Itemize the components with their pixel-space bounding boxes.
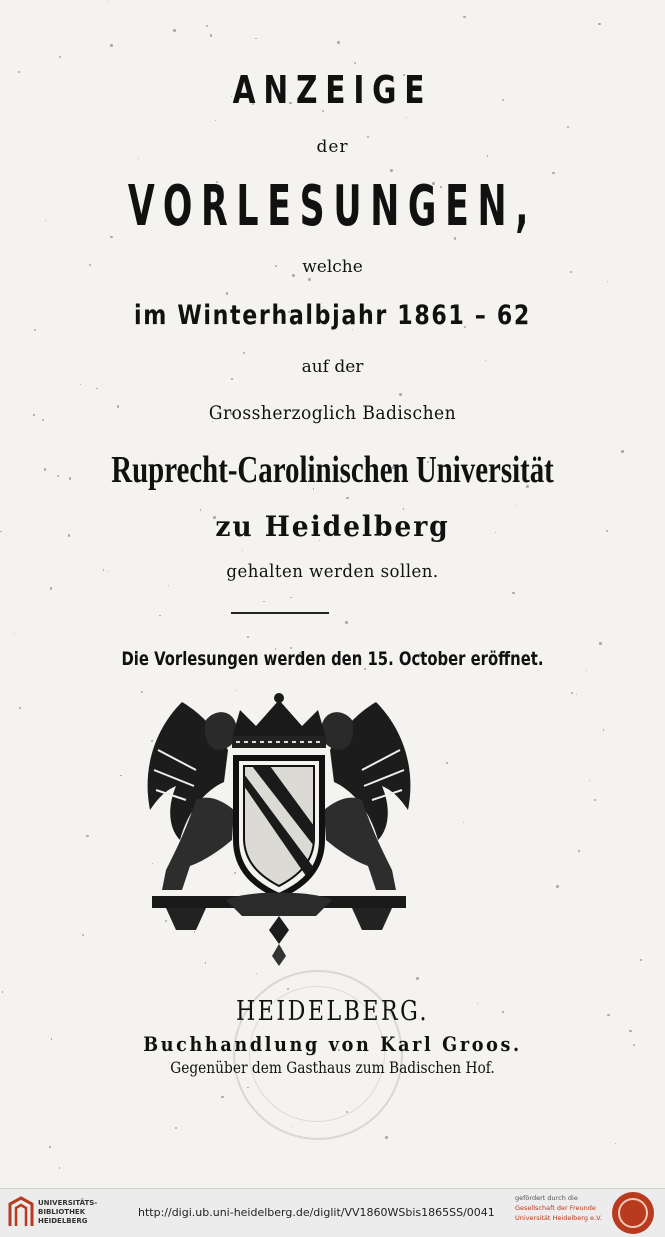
paper-speck [515, 505, 516, 506]
paper-speck [263, 601, 265, 603]
funded-by-text: gefördert durch die [515, 1194, 578, 1202]
text-der: der [316, 137, 349, 157]
paper-speck [59, 1167, 61, 1169]
paper-speck [255, 38, 256, 39]
imprint-publisher: Buchhandlung von Karl Groos. [143, 1032, 522, 1056]
seal-icon[interactable] [612, 1192, 654, 1234]
paper-speck [256, 973, 257, 974]
paper-speck [82, 934, 84, 936]
paper-speck [346, 497, 349, 500]
paper-speck [247, 636, 249, 638]
heading-vorlesungen: VORLESUNGEN, [127, 174, 538, 239]
paper-speck [607, 1014, 610, 1017]
paper-speck [14, 633, 15, 634]
paper-speck [463, 16, 465, 18]
paper-speck [345, 621, 347, 623]
paper-speck [86, 835, 88, 837]
viewer-footer [0, 1188, 665, 1237]
paper-speck [603, 729, 604, 730]
paper-speck [552, 172, 555, 175]
paper-speck [621, 450, 624, 453]
paper-speck [390, 169, 393, 172]
paper-speck [512, 592, 515, 595]
paper-speck [231, 378, 233, 380]
library-name [38, 1199, 97, 1226]
paper-speck [598, 23, 600, 25]
paper-speck [80, 384, 81, 385]
paper-speck [34, 329, 36, 331]
paper-speck [2, 991, 3, 992]
paper-speck [110, 236, 112, 238]
heading-anzeige: ANZEIGE [232, 68, 433, 112]
library-line-1: UNIVERSITÄTS- [38, 1199, 98, 1207]
paper-speck [571, 692, 573, 694]
society-line-2: Universität Heidelberg e.V. [515, 1214, 602, 1222]
paper-speck [243, 352, 245, 354]
society-line-1: Gesellschaft der Freunde [515, 1204, 596, 1212]
paper-speck [337, 41, 340, 44]
text-auf-der: auf der [301, 357, 364, 377]
paper-speck [354, 62, 356, 64]
ub-logo-icon[interactable] [8, 1196, 34, 1228]
paper-speck [110, 44, 113, 47]
paper-speck [215, 120, 216, 121]
paper-speck [615, 1143, 616, 1144]
paper-speck [556, 885, 559, 888]
paper-speck [175, 1127, 177, 1129]
paper-speck [221, 1096, 223, 1098]
paper-speck [385, 1136, 387, 1138]
paper-speck [96, 388, 97, 389]
text-grossherzoglich: Grossherzoglich Badischen [208, 402, 457, 424]
paper-speck [640, 959, 642, 961]
paper-speck [19, 707, 21, 709]
paper-speck [446, 762, 448, 764]
paper-speck [69, 477, 72, 480]
paper-speck [138, 158, 139, 159]
paper-speck [49, 1146, 51, 1148]
paper-speck [406, 117, 407, 118]
paper-speck [45, 220, 46, 221]
paper-speck [206, 25, 208, 27]
permalink-url[interactable]: http://digi.ub.uni-heidelberg.de/diglit/VV1860WSbis1865SS/0041 [138, 1206, 495, 1219]
library-line-3: HEIDELBERG [38, 1217, 88, 1225]
paper-speck [567, 126, 569, 128]
paper-speck [50, 587, 52, 589]
paper-speck [607, 281, 608, 282]
heading-zu-heidelberg: zu Heidelberg [215, 510, 450, 543]
text-gehalten: gehalten werden sollen. [226, 561, 439, 582]
paper-speck [18, 71, 20, 73]
sponsor-text [515, 1193, 602, 1223]
paper-speck [57, 475, 59, 477]
imprint-address: Gegenüber dem Gasthaus zum Badischen Hof. [170, 1058, 495, 1077]
paper-speck [589, 780, 590, 781]
paper-speck [242, 550, 243, 551]
paper-speck [290, 597, 291, 598]
paper-speck [226, 292, 229, 295]
imprint-city: HEIDELBERG. [236, 996, 429, 1027]
paper-speck [59, 56, 61, 58]
text-welche: welche [302, 257, 363, 277]
paper-speck [173, 29, 176, 32]
paper-speck [594, 799, 596, 801]
paper-speck [168, 585, 169, 586]
divider-rule [231, 612, 329, 614]
paper-speck [159, 615, 161, 617]
paper-speck [210, 34, 212, 36]
paper-speck [399, 393, 402, 396]
paper-speck [576, 694, 577, 695]
paper-speck [308, 278, 311, 281]
paper-speck [463, 822, 464, 823]
paper-speck [578, 850, 580, 852]
paper-speck [108, 1, 109, 2]
paper-speck [44, 468, 47, 471]
text-winterhalbjahr: im Winterhalbjahr 1861 – 62 [134, 300, 531, 331]
paper-speck [629, 1030, 631, 1032]
opening-notice: Die Vorlesungen werden den 15. October eröffnet. [121, 648, 544, 670]
paper-speck [416, 977, 419, 980]
library-line-2: BIBLIOTHEK [38, 1208, 86, 1216]
paper-speck [599, 642, 602, 645]
paper-speck [633, 1044, 635, 1046]
paper-speck [120, 775, 122, 777]
paper-speck [0, 531, 2, 533]
coat-of-arms-icon [136, 690, 422, 970]
heading-university: Ruprecht-Carolinischen Universität [111, 449, 554, 491]
